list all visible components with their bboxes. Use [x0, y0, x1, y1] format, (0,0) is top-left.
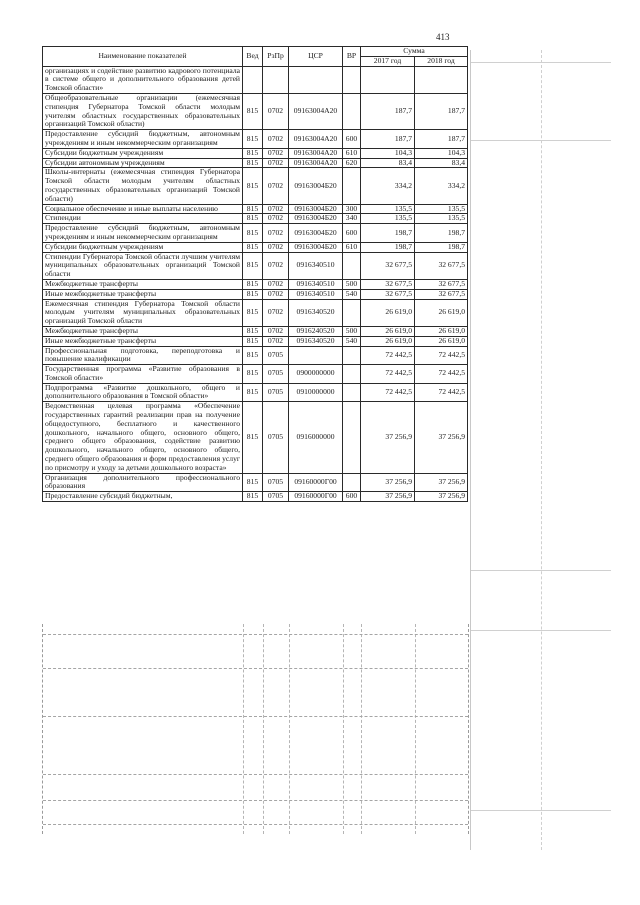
cell-csr: 0916240520 [289, 326, 343, 336]
cell-y2017: 32 677,5 [361, 289, 415, 299]
cell-ved: 815 [243, 365, 263, 384]
cell-vr: 600 [343, 224, 361, 243]
cell-ved: 815 [243, 402, 263, 473]
cell-y2018: 26 619,0 [415, 336, 468, 346]
cell-y2018: 135,5 [415, 204, 468, 214]
cell-rzpr: 0702 [263, 130, 289, 149]
cell-name: Организация дополнительного профессионального образования [43, 473, 243, 492]
cell-y2018: 104,3 [415, 148, 468, 158]
cell-rzpr: 0705 [263, 402, 289, 473]
cell-csr: 09163004Б20 [289, 214, 343, 224]
header-csr: ЦСР [289, 47, 343, 67]
header-sum: Сумма [361, 47, 468, 57]
cell-y2018: 334,2 [415, 168, 468, 204]
cell-ved: 815 [243, 383, 263, 402]
cell-vr [343, 299, 361, 326]
cell-name: Субсидии бюджетным учреждениям [43, 148, 243, 158]
cell-csr: 09163004А20 [289, 130, 343, 149]
cell-vr: 340 [343, 214, 361, 224]
cell-rzpr: 0702 [263, 299, 289, 326]
table-row [43, 168, 468, 204]
cell-y2018 [415, 66, 468, 93]
table-row [43, 289, 468, 299]
cell-y2017: 37 256,9 [361, 402, 415, 473]
table-row [43, 492, 468, 502]
table-row [43, 402, 468, 473]
header-2018: 2018 год [415, 56, 468, 66]
cell-csr: 09163004Б20 [289, 168, 343, 204]
cell-csr: 0900000000 [289, 365, 343, 384]
table-row [43, 242, 468, 252]
cell-name: Предоставление субсидий бюджетным, автономным учреждениям и иным некоммерческим организациям [43, 130, 243, 149]
cell-y2017: 104,3 [361, 148, 415, 158]
cell-csr: 09163004А20 [289, 93, 343, 129]
table-row [43, 93, 468, 129]
table-row [43, 336, 468, 346]
cell-name: организациях и содействие развитию кадрового потенциала в системе общего и дополнительного образования детей Томской области» [43, 66, 243, 93]
table-row [43, 130, 468, 149]
cell-y2017: 187,7 [361, 93, 415, 129]
cell-csr [289, 346, 343, 365]
cell-vr: 300 [343, 204, 361, 214]
cell-rzpr: 0702 [263, 93, 289, 129]
cell-name: Ежемесячная стипендия Губернатора Томской области молодым учителям муниципальных образовательных организаций Томской области [43, 299, 243, 326]
cell-ved [243, 66, 263, 93]
cell-vr [343, 402, 361, 473]
table-row [43, 383, 468, 402]
cell-vr: 600 [343, 492, 361, 502]
cell-ved: 815 [243, 130, 263, 149]
cell-ved: 815 [243, 336, 263, 346]
table-row [43, 148, 468, 158]
cell-y2017 [361, 66, 415, 93]
table-row [43, 279, 468, 289]
cell-name: Общеобразовательные организации (ежемесячная стипендия Губернатора Томской области молодым учителям областных государственных образовательных организаций Томской области) [43, 93, 243, 129]
cell-csr: 09163004Б20 [289, 224, 343, 243]
cell-ved: 815 [243, 289, 263, 299]
cell-rzpr: 0702 [263, 158, 289, 168]
cell-rzpr: 0705 [263, 473, 289, 492]
cell-csr: 0910000000 [289, 383, 343, 402]
cell-y2018: 187,7 [415, 130, 468, 149]
cell-name: Межбюджетные трансферты [43, 279, 243, 289]
cell-ved: 815 [243, 224, 263, 243]
cell-vr: 610 [343, 242, 361, 252]
cell-name: Межбюджетные трансферты [43, 326, 243, 336]
cell-csr: 0916000000 [289, 402, 343, 473]
cell-y2018: 32 677,5 [415, 279, 468, 289]
budget-table [42, 46, 468, 502]
cell-y2017: 334,2 [361, 168, 415, 204]
cell-y2018: 198,7 [415, 242, 468, 252]
table-row [43, 224, 468, 243]
cell-ved: 815 [243, 252, 263, 279]
cell-rzpr [263, 66, 289, 93]
cell-y2017: 32 677,5 [361, 252, 415, 279]
cell-vr [343, 252, 361, 279]
cell-rzpr: 0705 [263, 365, 289, 384]
cell-y2018: 135,5 [415, 214, 468, 224]
cell-y2017: 37 256,9 [361, 492, 415, 502]
header-name: Наименование показателей [43, 47, 243, 67]
cell-rzpr: 0702 [263, 148, 289, 158]
cell-y2018: 37 256,9 [415, 402, 468, 473]
cell-y2018: 72 442,5 [415, 346, 468, 365]
cell-ved: 815 [243, 279, 263, 289]
table-header [43, 47, 468, 67]
cell-csr: 0916340510 [289, 279, 343, 289]
cell-csr: 09163004А20 [289, 158, 343, 168]
cell-name: Стипендии [43, 214, 243, 224]
cell-rzpr: 0705 [263, 383, 289, 402]
cell-y2017: 26 619,0 [361, 299, 415, 326]
cell-ved: 815 [243, 204, 263, 214]
cell-rzpr: 0705 [263, 346, 289, 365]
cell-name: Подпрограмма «Развитие дошкольного, общего и дополнительного образования в Томской области» [43, 383, 243, 402]
cell-rzpr: 0702 [263, 168, 289, 204]
cell-vr [343, 365, 361, 384]
cell-vr: 620 [343, 158, 361, 168]
table-row [43, 204, 468, 214]
table-row [43, 326, 468, 336]
cell-y2018: 72 442,5 [415, 383, 468, 402]
cell-vr: 500 [343, 279, 361, 289]
cell-ved: 815 [243, 299, 263, 326]
cell-name: Субсидии автономным учреждениям [43, 158, 243, 168]
cell-y2018: 37 256,9 [415, 492, 468, 502]
cell-vr: 610 [343, 148, 361, 158]
cell-csr: 0916340510 [289, 289, 343, 299]
cell-ved: 815 [243, 158, 263, 168]
cell-csr: 0916340510 [289, 252, 343, 279]
cell-csr: 09160000Г00 [289, 473, 343, 492]
cell-name: Предоставление субсидий бюджетным, [43, 492, 243, 502]
cell-y2017: 198,7 [361, 242, 415, 252]
cell-y2017: 72 442,5 [361, 346, 415, 365]
cell-name: Школы-интернаты (ежемесячная стипендия Губернатора Томской области молодым учителям областных государственных образовательных организаций Томской области) [43, 168, 243, 204]
cell-vr [343, 383, 361, 402]
cell-rzpr: 0702 [263, 336, 289, 346]
cell-y2017: 83,4 [361, 158, 415, 168]
cell-name: Ведомственная целевая программа «Обеспечение государственных гарантий реализации прав на получение общедоступного, бесплатного и качественного дошкольного, начального общего, основного общего, среднего общего образования, содействие развитию дошкольного, начального общего, основного общего, среднего общего образования и форм предоставления услуг по присмотру и уходу за детьми дошкольного возраста» [43, 402, 243, 473]
cell-rzpr: 0702 [263, 279, 289, 289]
cell-ved: 815 [243, 326, 263, 336]
cell-y2018: 187,7 [415, 93, 468, 129]
faded-lower-table [42, 624, 469, 834]
cell-name: Субсидии бюджетным учреждениям [43, 242, 243, 252]
cell-y2017: 26 619,0 [361, 336, 415, 346]
cell-vr: 540 [343, 336, 361, 346]
table-row [43, 158, 468, 168]
cell-ved: 815 [243, 148, 263, 158]
header-2017: 2017 год [361, 56, 415, 66]
cell-rzpr: 0702 [263, 326, 289, 336]
cell-vr [343, 93, 361, 129]
cell-y2018: 26 619,0 [415, 326, 468, 336]
cell-vr [343, 346, 361, 365]
cell-rzpr: 0702 [263, 204, 289, 214]
cell-vr: 500 [343, 326, 361, 336]
table-row [43, 346, 468, 365]
cell-csr [289, 66, 343, 93]
table-row [43, 214, 468, 224]
cell-ved: 815 [243, 346, 263, 365]
header-vr: ВР [343, 47, 361, 67]
cell-vr: 600 [343, 130, 361, 149]
cell-csr: 09163004Б20 [289, 204, 343, 214]
cell-name: Предоставление субсидий бюджетным, автономным учреждениям и иным некоммерческим организациям [43, 224, 243, 243]
cell-csr: 09163004А20 [289, 148, 343, 158]
cell-ved: 815 [243, 473, 263, 492]
cell-ved: 815 [243, 214, 263, 224]
cell-y2017: 187,7 [361, 130, 415, 149]
table-row [43, 252, 468, 279]
cell-y2017: 32 677,5 [361, 279, 415, 289]
cell-name: Социальное обеспечение и иные выплаты населению [43, 204, 243, 214]
cell-name: Государственная программа «Развитие образования в Томской области» [43, 365, 243, 384]
cell-csr: 0916340520 [289, 299, 343, 326]
cell-rzpr: 0702 [263, 289, 289, 299]
scan-bleed-through [470, 50, 611, 850]
cell-y2017: 135,5 [361, 214, 415, 224]
cell-ved: 815 [243, 492, 263, 502]
cell-rzpr: 0702 [263, 214, 289, 224]
cell-y2018: 26 619,0 [415, 299, 468, 326]
table-row [43, 299, 468, 326]
cell-y2018: 72 442,5 [415, 365, 468, 384]
cell-y2017: 37 256,9 [361, 473, 415, 492]
cell-vr [343, 473, 361, 492]
cell-name: Иные межбюджетные трансферты [43, 336, 243, 346]
cell-y2018: 32 677,5 [415, 252, 468, 279]
cell-y2018: 198,7 [415, 224, 468, 243]
table-row [43, 66, 468, 93]
cell-csr: 09163004Б20 [289, 242, 343, 252]
cell-vr [343, 66, 361, 93]
page-number: 413 [436, 32, 450, 42]
cell-rzpr: 0702 [263, 242, 289, 252]
cell-ved: 815 [243, 242, 263, 252]
cell-rzpr: 0702 [263, 252, 289, 279]
cell-y2018: 83,4 [415, 158, 468, 168]
cell-csr: 09160000Г00 [289, 492, 343, 502]
cell-y2017: 72 442,5 [361, 365, 415, 384]
cell-rzpr: 0705 [263, 492, 289, 502]
cell-y2017: 72 442,5 [361, 383, 415, 402]
cell-y2018: 32 677,5 [415, 289, 468, 299]
cell-y2017: 135,5 [361, 204, 415, 214]
cell-csr: 0916340520 [289, 336, 343, 346]
cell-vr [343, 168, 361, 204]
cell-rzpr: 0702 [263, 224, 289, 243]
cell-ved: 815 [243, 168, 263, 204]
cell-vr: 540 [343, 289, 361, 299]
table-row [43, 365, 468, 384]
table-body [43, 66, 468, 501]
header-rzpr: РзПр [263, 47, 289, 67]
cell-name: Профессиональная подготовка, переподготовка и повышение квалификации [43, 346, 243, 365]
header-ved: Вед [243, 47, 263, 67]
cell-y2017: 26 619,0 [361, 326, 415, 336]
cell-name: Иные межбюджетные трансферты [43, 289, 243, 299]
cell-ved: 815 [243, 93, 263, 129]
cell-y2017: 198,7 [361, 224, 415, 243]
cell-name: Стипендии Губернатора Томской области лучшим учителям муниципальных образовательных организаций Томской области [43, 252, 243, 279]
table-row [43, 473, 468, 492]
cell-y2018: 37 256,9 [415, 473, 468, 492]
